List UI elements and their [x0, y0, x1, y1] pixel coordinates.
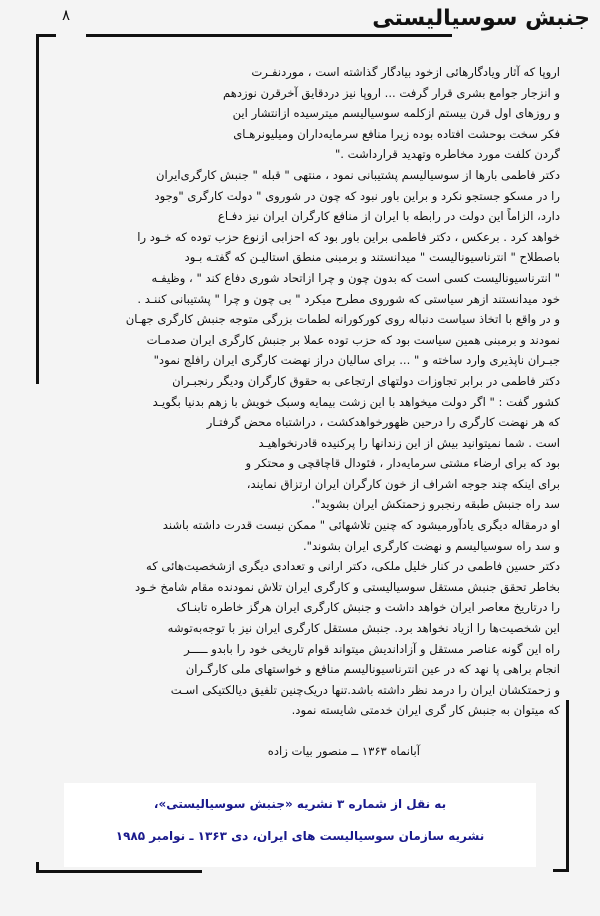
- text-line: دکتر حسین فاطمی در کنار خلیل ملکی، دکتر ارانی و تعدادی دیگری ازشخصیت‌هائی که: [145, 559, 560, 574]
- text-line: باصطلاح " انترناسیونالیست " میدانستند و برمبنی منطق استالیـن که گفتـه بـود: [184, 250, 560, 265]
- page-number: ۸: [62, 6, 71, 24]
- text-line: است . شما نمیتوانید بیش از این زندانها را پرکنیده قادرنخواهیـد: [258, 435, 560, 450]
- text-line: که میتوان به جنبش کار گری ایران خدمتی شایسته نمود.: [291, 703, 560, 718]
- frame-bottom-right-tick: [553, 869, 569, 872]
- text-line: این شخصیت‌ها را ازیاد نخواهد برد. جنبش مستقل کارگری ایران نیز با توجه‌به‌توشه‌: [167, 621, 560, 636]
- text-line: " انترناسیونالیست کسی است که بدون چون و چرا ازاتحاد شوری دفاع کند " ، وظیفـه: [151, 270, 560, 285]
- text-line: کشور گفت : " اگر دولت میخواهد با این زشت بیمایه وسبک خویش با زهم بدنیا بگویـد: [152, 394, 560, 409]
- article-paragraph: [42, 515, 560, 556]
- citation-line-source: به نقل از شماره ۳ نشریه «جنبش سوسیالیستی»،: [153, 797, 447, 811]
- citation-line-publisher: نشریه سازمان سوسیالیست های ایران، دی ۱۳۶۳ ـ نوامبر ۱۹۸۵: [115, 829, 485, 843]
- frame-bottom-rule: [36, 870, 202, 873]
- publication-title: جنبش سوسیالیستی: [372, 6, 590, 31]
- article-paragraph: [42, 556, 560, 721]
- text-line: او درمقاله دیگری یادآورمیشود که چنین تلاشهائی " ممکن نیست قدرت داشته باشند: [162, 518, 560, 533]
- signature-line: آبانماه ۱۳۶۳ ــ منصور بیات زاده: [267, 744, 420, 758]
- text-line: دارد، الزاماً این دولت در رابطه با ایران از منافع کارگران ایران نیز دفـاع: [217, 209, 560, 224]
- text-line: دکتر فاطمی در برابر تجاوزات دولتهای ارتجاعی به حقوق کارگران ودیگر رنجبـران: [172, 373, 560, 388]
- text-line: نمودند و برمبنی همین سیاست بود که حزب توده عملا بر جنبش کارگری ایران صدمـات: [146, 332, 560, 347]
- text-line: و زحمتکشان ایران را درمد نظر داشته باشد.تنها دریک‌چنین تلفیق دیالکتیکی اسـت: [170, 682, 560, 697]
- article-paragraph: [42, 165, 560, 371]
- text-line: انجام براهی پا نهد که در عین انترناسیونالیسم منافع و خواستهای ملی کارگـران: [185, 662, 560, 677]
- article-body: [42, 62, 560, 721]
- text-line: فکر سخت بوحشت افتاده بوده زیرا منافع سرمایه‌داران ومیلیونرهـای: [233, 126, 560, 141]
- text-line: خواهد کرد . برعکس ، دکتر فاطمی براین باور بود که احزابی ازنوع حزب توده که خـود را: [137, 229, 560, 244]
- frame-top-rule: [86, 34, 452, 37]
- text-line: اروپا که آثار ویادگارهائی ازخود بیادگار گذاشته است ، موردنفـرت: [251, 65, 560, 79]
- text-line: راه این گونه عناصر مستقل و آزاداندیش میتواند قوام تاریخی خود را بابدو ـــــر: [184, 641, 560, 656]
- frame-top-left-rule: [36, 34, 56, 37]
- text-line: و انزجار جوامع بشری قرار گرفت ... اروپا نیز دردقایق آخرقرن نوزدهم: [223, 85, 560, 100]
- text-line: و روزهای اول قرن بیستم ازکلمه سوسیالیسم میترسیده ازانتشار این: [232, 106, 560, 121]
- frame-right-vertical: [566, 700, 569, 872]
- frame-left-vertical: [36, 34, 39, 384]
- article-paragraph: [42, 371, 560, 515]
- text-line: بخاطر تحقق جنبش مستقل سوسیالیستی و کارگری ایران تلاش نمودنده مقام شامخ خـود: [135, 579, 560, 594]
- article-paragraph: [42, 62, 560, 165]
- text-line: خود میدانستند ازهر سیاستی که شوروی مطرح میکرد " بی چون و چرا " پشتیبانی کننـد .: [137, 291, 560, 306]
- citation-box: [64, 783, 536, 867]
- text-line: و در واقع با اتخاذ سیاست دنباله روی کورکورانه لطمات بزرگی متوجه جنبش کارگری جهـان: [125, 312, 560, 327]
- text-line: سد راه جنبش طبقه رنجبرو زحمتکش ایران بشوید".: [311, 497, 560, 512]
- text-line: که هر نهضت کارگری را درحین ظهورخواهدکشت ، دراشتباه محض گرفتـار: [206, 415, 560, 430]
- text-line: و سد راه سوسیالیسم و نهضت کارگری ایران بشوند".: [302, 538, 560, 553]
- text-line: جبـران ناپذیری وارد ساخته و " ... برای سالیان دراز نهضت کارگری ایران رافلج نمود": [153, 353, 560, 368]
- text-line: بود که برای ارضاء مشتی سرمایه‌دار ، فئودال قاچاقچی و محتکر و: [245, 456, 560, 471]
- text-line: گردن کلفت مورد مخاطره وتهدید قرارداشت .": [334, 147, 560, 162]
- text-line: برای اینکه چند جوجه اشراف از خون کارگران ایران ارتزاق نمایند،: [246, 476, 560, 491]
- text-line: را در مسکو جستجو نکرد و براین باور نبود که چون در شوروی " دولت کارگری "وجود: [154, 188, 560, 203]
- text-line: دکتر فاطمی بارها از سوسیالیسم پشتیبانی نمود ، منتهی " قبله " جنبش کارگری‌ایران: [156, 167, 560, 182]
- text-line: را درتاریخ معاصر ایران خواهد داشت و جنبش کارگری ایران هرگز خاطره تابنـاک: [176, 600, 560, 615]
